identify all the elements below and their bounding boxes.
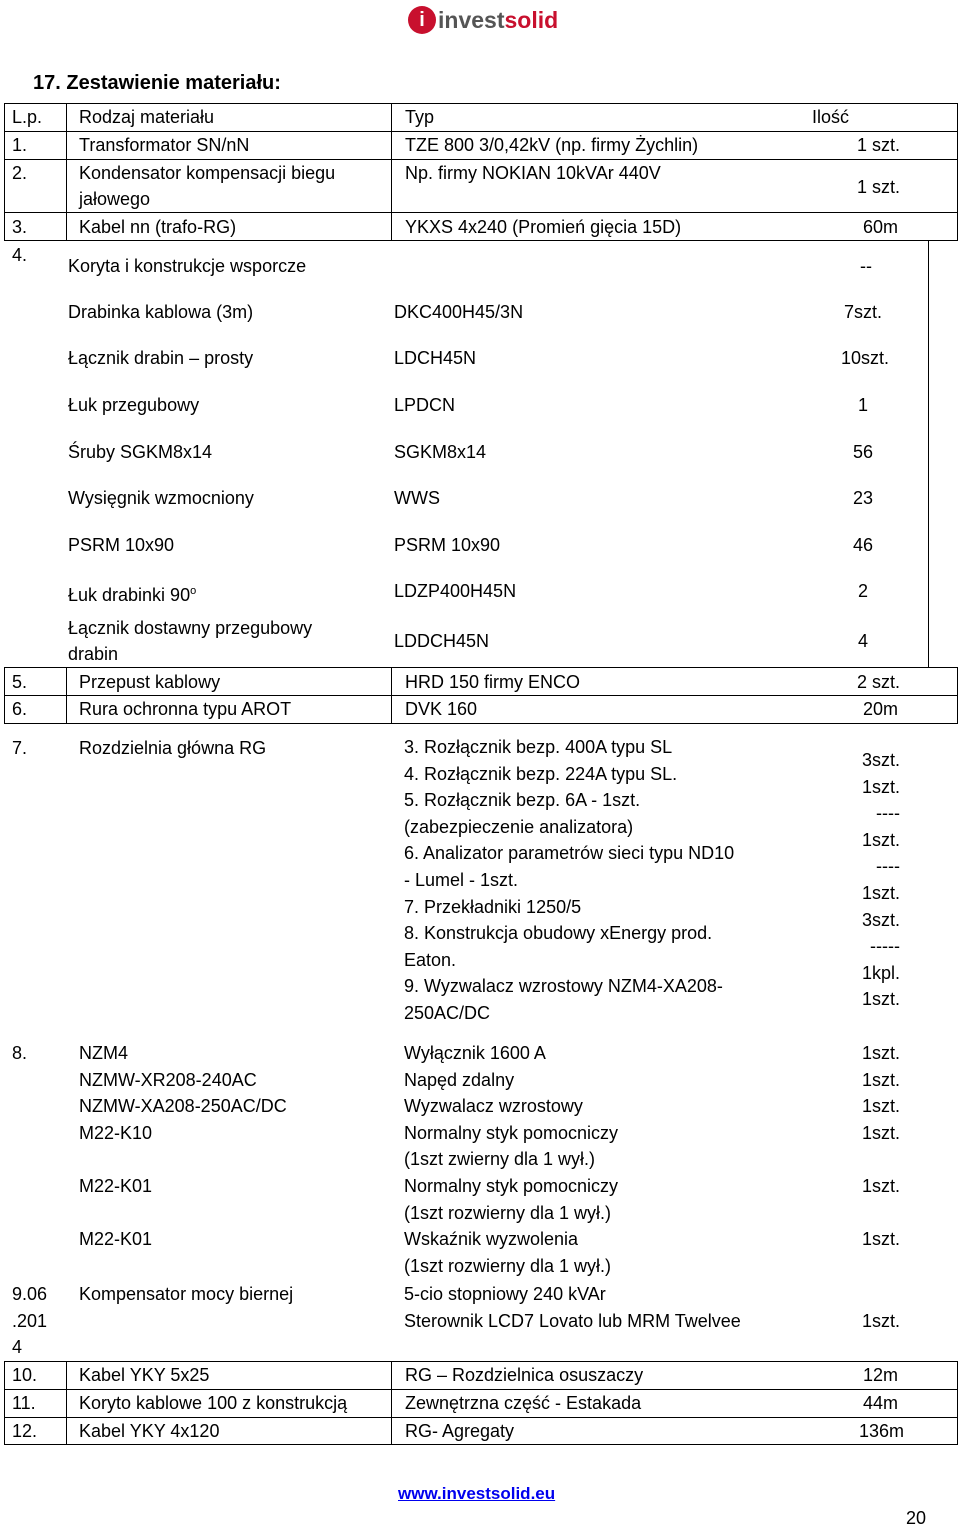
row7-typ-line: 9. Wyzwalacz wzrostowy NZM4-XA208- bbox=[404, 976, 723, 997]
row8-ilosc-line bbox=[810, 1146, 900, 1173]
row7-typ-line: 5. Rozłącznik bezp. 6A - 1szt. bbox=[404, 790, 641, 811]
row11-rodzaj: Koryto kablowe 100 z konstrukcją bbox=[79, 1393, 348, 1413]
row11-lp: 11. bbox=[12, 1393, 36, 1413]
row4-item-typ: LDZP400H45N bbox=[394, 581, 517, 601]
row12-lp: 12. bbox=[12, 1421, 38, 1441]
table-rule bbox=[4, 723, 958, 724]
row7-typ-line: 250AC/DC bbox=[404, 1002, 491, 1023]
table-rule bbox=[4, 159, 958, 160]
row4-item-qty: 46 bbox=[852, 535, 873, 555]
table-rule bbox=[66, 667, 67, 723]
row9-ilosc: 1szt. bbox=[861, 1311, 900, 1331]
row4-ilosc: -- bbox=[860, 256, 872, 276]
row7-ilosc-line: ---- bbox=[876, 803, 900, 824]
table-rule bbox=[391, 103, 392, 240]
row9-typ-line: 5-cio stopniowy 240 kVAr bbox=[404, 1284, 606, 1304]
row8-typ-line: Wyłącznik 1600 A bbox=[404, 1043, 546, 1063]
row12-ilosc: 136m bbox=[858, 1421, 904, 1441]
row4-item-typ: LDDCH45N bbox=[394, 631, 490, 651]
table-rule bbox=[4, 240, 958, 241]
row4-item-name: Drabinka kablowa (3m) bbox=[68, 302, 254, 322]
row7-ilosc-line: 1szt. bbox=[861, 829, 900, 850]
row9-lp-line: .201 bbox=[12, 1310, 48, 1331]
row2-rodzaj-line2: jałowego bbox=[79, 189, 151, 209]
row9-typ-lines bbox=[404, 1281, 741, 1334]
row1-rodzaj: Transformator SN/nN bbox=[79, 135, 250, 155]
table-rule bbox=[4, 1361, 958, 1362]
row8-rodzaj-line: M22-K10 bbox=[79, 1122, 153, 1143]
row6-lp: 6. bbox=[12, 699, 28, 719]
row7-typ-line: Eaton. bbox=[404, 949, 457, 970]
row8-ilosc-lines bbox=[810, 1040, 900, 1253]
row5-ilosc: 2 szt. bbox=[856, 672, 900, 692]
row6-typ: DVK 160 bbox=[405, 699, 478, 719]
row4-item-qty: 4 bbox=[857, 631, 868, 651]
row7-lp: 7. bbox=[12, 738, 28, 758]
row4-item-name-line1: Łącznik dostawny przegubowy bbox=[68, 618, 313, 638]
table-rule bbox=[957, 667, 958, 723]
row3-rodzaj: Kabel nn (trafo-RG) bbox=[79, 217, 237, 237]
row9-lp-line: 4 bbox=[12, 1337, 23, 1358]
row8-typ-line: (1szt rozwierny dla 1 wył.) bbox=[404, 1202, 612, 1223]
row7-typ-line: - Lumel - 1szt. bbox=[404, 869, 519, 890]
row4-item-name-line2: drabin bbox=[68, 644, 119, 664]
row4-item-typ: PSRM 10x90 bbox=[394, 535, 501, 555]
row8-rodzaj-line: M22-K01 bbox=[79, 1175, 153, 1196]
row9-rodzaj: Kompensator mocy biernej bbox=[79, 1284, 294, 1304]
row12-rodzaj: Kabel YKY 4x120 bbox=[79, 1421, 220, 1441]
row7-ilosc-line: 3szt. bbox=[861, 909, 900, 930]
row4-item-name: Łuk przegubowy bbox=[68, 395, 200, 415]
row8-rodzaj-line: NZM4 bbox=[79, 1043, 128, 1063]
row4-item-typ: LPDCN bbox=[394, 395, 456, 415]
row6-ilosc: 20m bbox=[862, 699, 898, 719]
row7-rodzaj: Rozdzielnia główna RG bbox=[79, 738, 267, 758]
row2-typ: Np. firmy NOKIAN 10kVAr 440V bbox=[405, 163, 661, 183]
row8-ilosc-line: 1szt. bbox=[861, 1122, 900, 1143]
row7-typ-line: 7. Przekładniki 1250/5 bbox=[404, 896, 582, 917]
row4-item-name: PSRM 10x90 bbox=[68, 535, 175, 555]
row5-typ: HRD 150 firmy ENCO bbox=[405, 672, 581, 692]
row9-lp-lines bbox=[12, 1281, 47, 1361]
row8-ilosc-line: 1szt. bbox=[861, 1096, 900, 1117]
logo-word-solid: solid bbox=[504, 6, 559, 33]
section-title: 17. Zestawienie materiału: bbox=[33, 72, 281, 94]
table-rule bbox=[928, 240, 929, 667]
row7-ilosc-line: 3szt. bbox=[861, 750, 900, 770]
row7-ilosc-line: 1szt. bbox=[861, 882, 900, 903]
row8-ilosc-line: 1szt. bbox=[861, 1069, 900, 1090]
row3-lp: 3. bbox=[12, 217, 28, 237]
row7-ilosc-line: ---- bbox=[876, 856, 900, 877]
table-rule bbox=[4, 1389, 958, 1390]
table-rule bbox=[957, 1361, 958, 1444]
row7-typ-lines bbox=[404, 734, 734, 1027]
row4-item-qty: 2 bbox=[857, 581, 868, 601]
row1-lp: 1. bbox=[12, 135, 28, 155]
row4-item-qty: 1 bbox=[857, 395, 868, 415]
row7-typ-line: 6. Analizator parametrów sieci typu ND10 bbox=[404, 843, 735, 864]
row8-typ-line: Normalny styk pomocniczy bbox=[404, 1122, 619, 1143]
row8-rodzaj-line bbox=[79, 1200, 287, 1227]
row8-typ-line: Napęd zdalny bbox=[404, 1069, 515, 1090]
table-rule bbox=[4, 695, 958, 696]
row8-ilosc-line: 1szt. bbox=[861, 1175, 900, 1196]
logo-mark-icon: i bbox=[408, 6, 436, 34]
row7-ilosc-line: ----- bbox=[870, 936, 900, 957]
row8-ilosc-line bbox=[810, 1200, 900, 1227]
table-rule bbox=[4, 1361, 5, 1444]
row7-typ-line: 4. Rozłącznik bezp. 224A typu SL. bbox=[404, 763, 678, 784]
row8-rodzaj-line: NZMW-XA208-250AC/DC bbox=[79, 1096, 287, 1117]
row8-typ-line: Wyzwalacz wzrostowy bbox=[404, 1096, 583, 1117]
row1-typ: TZE 800 3/0,42kV (np. firmy Żychlin) bbox=[405, 135, 699, 155]
website-link[interactable]: www.investsolid.eu bbox=[398, 1484, 556, 1503]
row5-lp: 5. bbox=[12, 672, 28, 692]
table-rule bbox=[957, 103, 958, 240]
row3-ilosc: 60m bbox=[862, 217, 898, 237]
row4-item-name: Śruby SGKM8x14 bbox=[68, 442, 213, 462]
table-rule bbox=[4, 1444, 958, 1445]
row10-typ: RG – Rozdzielnica osuszaczy bbox=[405, 1365, 644, 1385]
row8-ilosc-line: 1szt. bbox=[861, 1229, 900, 1250]
row4-item-typ: LDCH45N bbox=[394, 348, 477, 368]
row8-typ-line: Normalny styk pomocniczy bbox=[404, 1175, 619, 1196]
row8-rodzaj-lines bbox=[79, 1040, 287, 1253]
table-rule bbox=[4, 212, 958, 213]
table-rule bbox=[4, 103, 958, 104]
row8-rodzaj-line: NZMW-XR208-240AC bbox=[79, 1069, 257, 1090]
table-rule bbox=[4, 667, 5, 723]
row7-typ-line: 8. Konstrukcja obudowy xEnergy prod. bbox=[404, 923, 713, 944]
row5-rodzaj: Przepust kablowy bbox=[79, 672, 221, 692]
row4-item-qty: 56 bbox=[852, 442, 873, 462]
row7-ilosc-line: 1szt. bbox=[861, 776, 900, 797]
row7-typ-line: (zabezpieczenie analizatora) bbox=[404, 816, 634, 837]
row9-lp-line: 9.06 bbox=[12, 1284, 48, 1304]
row11-typ: Zewnętrzna część - Estakada bbox=[405, 1393, 642, 1413]
row11-ilosc: 44m bbox=[862, 1393, 898, 1413]
row4-item-name: Łuk drabinki 90$^o$ bbox=[68, 585, 197, 605]
row7-ilosc-line: 1szt. bbox=[861, 989, 900, 1010]
page-number: 20 bbox=[906, 1508, 927, 1528]
row8-rodzaj-line: M22-K01 bbox=[79, 1229, 153, 1250]
row2-ilosc: 1 szt. bbox=[856, 177, 900, 197]
row9-typ-line: Sterownik LCD7 Lovato lub MRM Twelvee bbox=[404, 1310, 741, 1331]
row3-typ: YKXS 4x240 (Promień gięcia 15D) bbox=[405, 217, 682, 237]
row4-item-name: Wysięgnik wzmocniony bbox=[68, 488, 254, 508]
row4-item-name: Łącznik drabin – prosty bbox=[68, 348, 254, 368]
table-rule bbox=[66, 1361, 67, 1444]
row6-rodzaj: Rura ochronna typu AROT bbox=[79, 699, 292, 719]
table-rule bbox=[391, 667, 392, 723]
row8-typ-line: (1szt rozwierny dla 1 wył.) bbox=[404, 1255, 612, 1276]
table-rule bbox=[4, 667, 958, 668]
row4-item-qty: 7szt. bbox=[843, 302, 882, 322]
row2-rodzaj-line1: Kondensator kompensacji biegu bbox=[79, 163, 336, 183]
logo-word-invest: invest bbox=[438, 6, 505, 33]
investsolid-logo bbox=[408, 2, 558, 38]
row10-ilosc: 12m bbox=[862, 1365, 898, 1385]
row4-item-qty: 23 bbox=[852, 488, 873, 508]
row7-ilosc-line: 1kpl. bbox=[861, 962, 900, 983]
row4-item-typ: WWS bbox=[394, 488, 440, 508]
row4-item-typ: SGKM8x14 bbox=[394, 442, 487, 462]
row8-typ-line: (1szt zwierny dla 1 wył.) bbox=[404, 1149, 596, 1170]
row4-item-typ: DKC400H45/3N bbox=[394, 302, 524, 322]
row8-ilosc-line: 1szt. bbox=[861, 1043, 900, 1063]
row7-typ-line: 3. Rozłącznik bezp. 400A typu SL bbox=[404, 737, 673, 757]
table-rule bbox=[66, 103, 67, 240]
table-rule bbox=[4, 131, 958, 132]
row4-lp: 4. bbox=[12, 245, 28, 265]
row8-typ-lines bbox=[404, 1040, 618, 1279]
header-lp: L.p. bbox=[12, 107, 43, 127]
row8-lp: 8. bbox=[12, 1043, 28, 1063]
row8-typ-line: Wskaźnik wyzwolenia bbox=[404, 1229, 579, 1250]
header-rodzaj: Rodzaj materiału bbox=[79, 107, 215, 127]
header-typ: Typ bbox=[405, 107, 435, 127]
table-rule bbox=[4, 103, 5, 240]
row10-lp: 10. bbox=[12, 1365, 38, 1385]
table-rule bbox=[391, 1361, 392, 1444]
row8-rodzaj-line bbox=[79, 1146, 287, 1173]
row2-lp: 2. bbox=[12, 163, 28, 183]
header-ilosc: Ilość bbox=[812, 107, 850, 127]
row10-rodzaj: Kabel YKY 5x25 bbox=[79, 1365, 210, 1385]
row1-ilosc: 1 szt. bbox=[856, 135, 900, 155]
row7-ilosc-lines bbox=[810, 747, 900, 1013]
row4-item-qty: 10szt. bbox=[840, 348, 889, 368]
table-rule bbox=[4, 1417, 958, 1418]
row4-rodzaj: Koryta i konstrukcje wsporcze bbox=[68, 256, 307, 276]
row12-typ: RG- Agregaty bbox=[405, 1421, 515, 1441]
